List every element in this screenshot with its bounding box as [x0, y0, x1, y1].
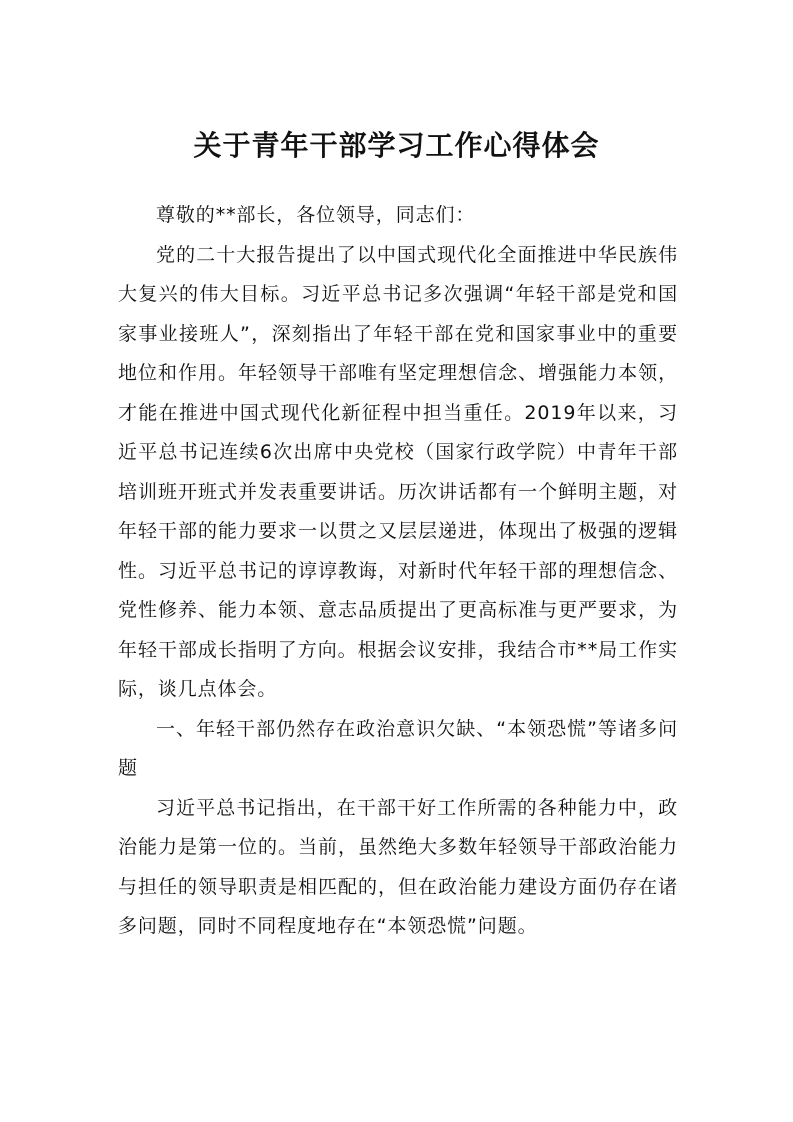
document-title: 关于青年干部学习工作心得体会 [193, 129, 600, 162]
section-heading-1: 一、年轻干部仍然存在政治意识欠缺、“本领恐慌”等诸多问题 [118, 717, 678, 779]
paragraph-section-1: 习近平总书记指出，在干部干好工作所需的各种能力中，政治能力是第一位的。当前，虽然绝大多数年轻领导干部政治能力与担任的领导职责是相匹配的，但在政治能力建设方面仍存在诸多问题，同时不同程度地存在“本领恐慌”问题。 [118, 796, 678, 937]
salutation: 尊敬的**部长，各位领导，同志们： [156, 204, 476, 226]
document-body [118, 196, 678, 947]
paragraph-intro: 党的二十大报告提出了以中国式现代化全面推进中华民族伟大复兴的伟大目标。习近平总书记多次强调“年轻干部是党和国家事业接班人”，深刻指出了年轻干部在党和国家事业中的重要地位和作用。年轻领导干部唯有坚定理想信念、增强能力本领，才能在推进中国式现代化新征程中担当重任。2019年以来，习近平总书记连续6次出席中央党校（国家行政学院）中青年干部培训班开班式并发表重要讲话。历次讲话都有一个鲜明主题，对年轻干部的能力要求一以贯之又层层递进，体现出了极强的逻辑性。习近平总书记的谆谆教诲，对新时代年轻干部的理想信念、党性修养、能力本领、意志品质提出了更高标准与更严要求，为年轻干部成长指明了方向。根据会议安排，我结合市**局工作实际，谈几点体会。 [118, 243, 678, 700]
